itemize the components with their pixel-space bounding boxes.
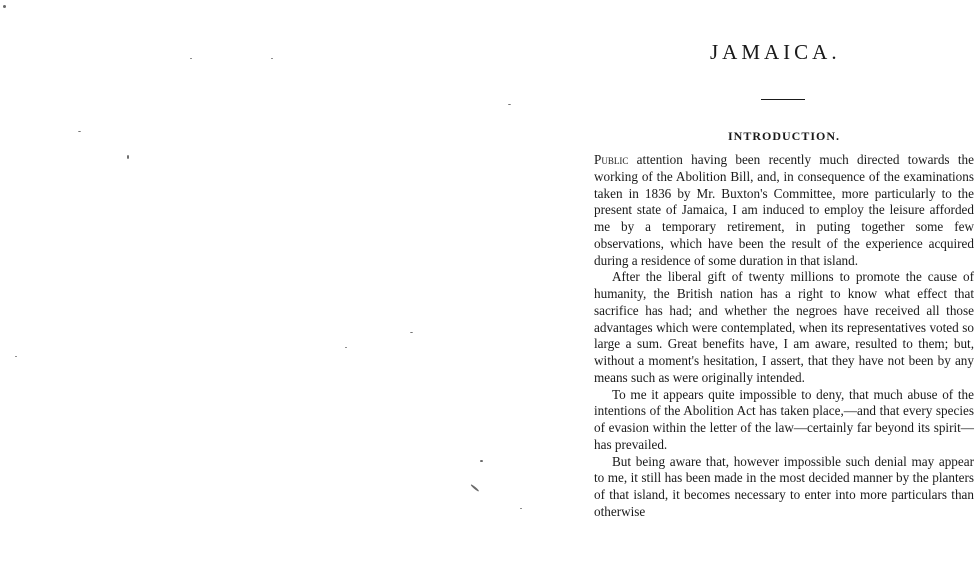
paper-speck — [3, 5, 6, 8]
title-divider — [761, 99, 805, 100]
text-page — [560, 0, 980, 565]
paper-speck — [190, 58, 192, 59]
body-text — [594, 152, 974, 521]
paper-speck — [78, 131, 81, 132]
paper-speck — [127, 155, 129, 159]
paper-speck — [345, 347, 347, 348]
paper-speck — [520, 508, 522, 509]
paper-speck — [15, 356, 17, 357]
section-heading: INTRODUCTION. — [728, 129, 841, 143]
opening-word: Public — [594, 152, 629, 167]
paragraph: But being aware that, however impossible such denial may appear to me, it still has been made in the most decided manner by the planters of that island, it becomes necessary to enter into more particulars than otherwise — [594, 453, 974, 519]
paper-speck — [508, 104, 511, 105]
paper-speck — [410, 332, 413, 333]
book-title: JAMAICA. — [710, 40, 841, 64]
paragraph — [594, 152, 974, 269]
paper-speck — [480, 460, 483, 462]
paper-speck — [271, 58, 273, 59]
paper-speck — [471, 484, 480, 492]
paragraph-text: attention having been recently much directed towards the working of the Abolition Bill, and, in consequence of the examinations taken in 1836 by Mr. Buxton's Committee, more particularly to the present state of Jamaica, I am induced to employ the leisure afforded me by a temporary retirement, in puting together some few observations, which have been the result of the experience acquired during a residence of some duration in that island. — [594, 152, 974, 268]
paragraph: After the liberal gift of twenty millions to promote the cause of humanity, the British nation has a right to know what effect that sacrifice has had; and whether the negroes have received all those advantages which were contemplated, when its representatives voted so large a sum. Great benefits have, I am aware, resulted to them; but, without a moment's hesitation, I assert, that they have not been by any means such as were originally intended. — [594, 269, 974, 385]
paragraph: To me it appears quite impossible to deny, that much abuse of the intentions of the Abolition Act has taken place,—and that every species of evasion within the letter of the law—certainly far beyond its spirit—has prevailed. — [594, 386, 974, 452]
